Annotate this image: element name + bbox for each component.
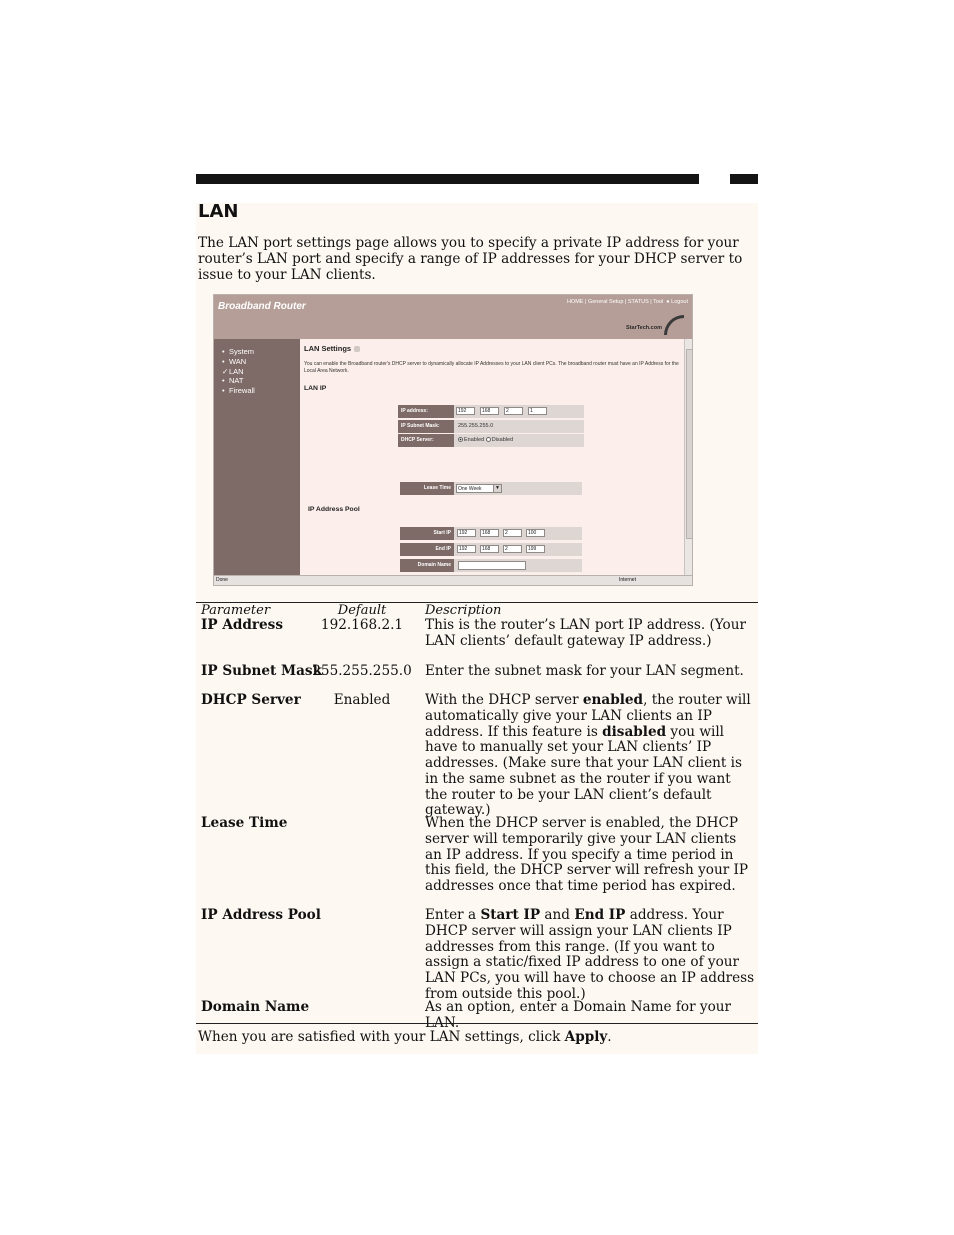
end-ip-octet-4[interactable]: 199 — [526, 545, 545, 553]
logout-icon: ● — [664, 299, 670, 305]
router-sidebar — [214, 339, 300, 575]
header-rule-short — [730, 174, 758, 184]
domain-name-row — [400, 559, 582, 572]
closing-sentence: When you are satisfied with your LAN settings, click Apply. — [198, 1029, 612, 1045]
router-sidebar-item-label: NAT — [229, 376, 244, 386]
ip-octet-2[interactable]: 168 — [480, 407, 499, 415]
help-icon[interactable] — [354, 346, 360, 352]
end-ip-octet-3[interactable]: 2 — [503, 545, 522, 553]
ip-pool-heading: IP Address Pool — [308, 506, 360, 513]
start-ip-octet-2[interactable]: 168 — [480, 529, 499, 537]
router-top-nav[interactable] — [567, 299, 688, 305]
router-sidebar-item-lan[interactable] — [222, 367, 255, 377]
end-ip-label: End IP — [400, 543, 454, 556]
dhcp-server-row — [398, 434, 584, 447]
start-ip-octet-1[interactable]: 192 — [457, 529, 476, 537]
ip-octet-4[interactable]: 1 — [528, 407, 547, 415]
router-top-nav-links[interactable]: HOME | General Setup | STATUS | Tool — [566, 299, 664, 305]
router-sidebar-item-label: LAN — [229, 366, 244, 376]
col-header-description: Description — [425, 603, 502, 618]
param-description-ip-subnet-mask: Enter the subnet mask for your LAN segment. — [425, 663, 744, 679]
start-ip-label: Start IP — [400, 527, 454, 540]
param-name-ip-address: IP Address — [201, 617, 283, 633]
param-description-lease-time: When the DHCP server is enabled, the DHCP server will temporarily give your LAN clients an IP address. If you specify a time period in this field, the DHCP server will refresh your IP addresses once that time period has expired. — [425, 815, 749, 894]
router-brand: Broadband Router — [218, 301, 306, 312]
subnet-mask-value: 255.255.255.0 — [458, 423, 494, 429]
col-header-parameter: Parameter — [201, 603, 271, 618]
browser-status-bar — [214, 575, 692, 586]
lease-time-label: Lease Time — [400, 482, 454, 495]
dhcp-server-options — [458, 434, 513, 447]
router-screenshot — [213, 294, 693, 586]
intro-paragraph: The LAN port settings page allows you to specify a private IP address for your router’s LAN port and specify a range of IP addresses for your DHCP server to issue to your LAN clients. — [198, 235, 743, 283]
startech-logo: StarTech.com — [626, 325, 662, 331]
param-description-ip-address: This is the router’s LAN port IP address. (Your LAN clients’ default gateway IP address.) — [425, 617, 746, 649]
lan-ip-heading: LAN IP — [304, 385, 327, 392]
scrollbar-thumb[interactable] — [686, 349, 693, 539]
router-main — [300, 339, 684, 575]
section-heading: LAN — [198, 201, 239, 222]
end-ip-row — [400, 543, 582, 556]
param-description-dhcp-server: With the DHCP server enabled, the router will automatically give your LAN clients an IP address. If this feature is disabled you will have to manually set your LAN clients’ IP addresses. (Make sure that your LAN client is in the same subnet as the router if you want the router to be your LAN client’s default gateway.) — [425, 692, 751, 819]
param-name-dhcp-server: DHCP Server — [201, 692, 301, 708]
dhcp-enabled-label: Enabled — [464, 437, 485, 443]
router-header — [214, 295, 692, 339]
param-default-dhcp-server: Enabled — [333, 692, 391, 708]
bullet-icon: • — [222, 356, 225, 366]
param-description-ip-address-pool: Enter a Start IP and End IP address. Your DHCP server will assign your LAN clients IP addresses from this range. (If you want to assign a static/fixed IP address to one of your LAN PCs, you will have to choose an IP address from outside this pool.) — [425, 907, 755, 1002]
ip-address-row — [398, 405, 584, 418]
dhcp-disabled-radio[interactable] — [486, 437, 491, 442]
param-name-ip-address-pool: IP Address Pool — [201, 907, 321, 923]
router-sidebar-item-firewall[interactable] — [222, 386, 255, 396]
param-name-domain-name: Domain Name — [201, 999, 310, 1015]
lan-settings-title-text: LAN Settings — [304, 344, 352, 353]
lan-settings-description: You can enable the Broadband router's DHCP server to dynamically allocate IP Addresses to your LAN client PCs. The broadband router must have an IP Address for the Local Area Network. — [304, 361, 679, 374]
router-sidebar-item-wan[interactable] — [222, 357, 255, 367]
router-sidebar-item-system[interactable] — [222, 347, 255, 357]
ip-octet-1[interactable]: 192 — [456, 407, 475, 415]
dhcp-enabled-radio[interactable] — [458, 437, 463, 442]
router-sidebar-item-label: System — [229, 347, 255, 356]
dhcp-server-label: DHCP Server: — [398, 434, 454, 447]
header-rule-long — [196, 174, 699, 184]
chevron-down-icon[interactable]: ▼ — [493, 485, 501, 492]
lan-settings-title — [304, 344, 360, 353]
domain-name-label: Domain Name — [400, 559, 454, 572]
end-ip-octet-1[interactable]: 192 — [457, 545, 476, 553]
lease-time-select[interactable] — [456, 484, 502, 493]
start-ip-row — [400, 527, 582, 540]
param-description-domain-name: As an option, enter a Domain Name for your LAN. — [425, 999, 732, 1031]
lease-time-value: One Week — [458, 486, 482, 492]
lease-time-row — [400, 482, 582, 495]
logo-swoosh-icon — [664, 315, 684, 335]
domain-name-input[interactable] — [458, 561, 526, 570]
col-header-default: Default — [337, 603, 387, 618]
start-ip-octet-4[interactable]: 100 — [526, 529, 545, 537]
status-done: Done — [216, 577, 228, 583]
router-sidebar-item-nat[interactable] — [222, 376, 255, 386]
start-ip-octet-3[interactable]: 2 — [503, 529, 522, 537]
param-name-lease-time: Lease Time — [201, 815, 288, 831]
router-sidebar-item-label: WAN — [229, 356, 247, 366]
bullet-icon: • — [222, 376, 225, 386]
check-icon: ✓ — [222, 366, 229, 376]
table-bottom-rule — [196, 1023, 758, 1024]
param-default-ip-address: 192.168.2.1 — [320, 617, 404, 633]
ip-octet-3[interactable]: 2 — [504, 407, 523, 415]
ip-address-label: IP address: — [398, 405, 454, 418]
router-sidebar-item-label: Firewall — [229, 386, 255, 396]
subnet-mask-row — [398, 420, 584, 433]
router-sidebar-list — [222, 347, 255, 396]
param-default-ip-subnet-mask: 255.255.255.0 — [312, 663, 412, 679]
subnet-mask-label: IP Subnet Mask: — [398, 420, 454, 433]
param-name-ip-subnet-mask: IP Subnet Mask — [201, 663, 322, 679]
end-ip-octet-2[interactable]: 168 — [480, 545, 499, 553]
status-zone: Internet — [619, 577, 636, 583]
bullet-icon: • — [222, 386, 225, 396]
logout-link[interactable]: Logout — [671, 299, 688, 305]
bullet-icon: • — [222, 347, 225, 356]
router-scrollbar[interactable] — [684, 339, 693, 575]
dhcp-disabled-label: Disabled — [491, 437, 514, 443]
